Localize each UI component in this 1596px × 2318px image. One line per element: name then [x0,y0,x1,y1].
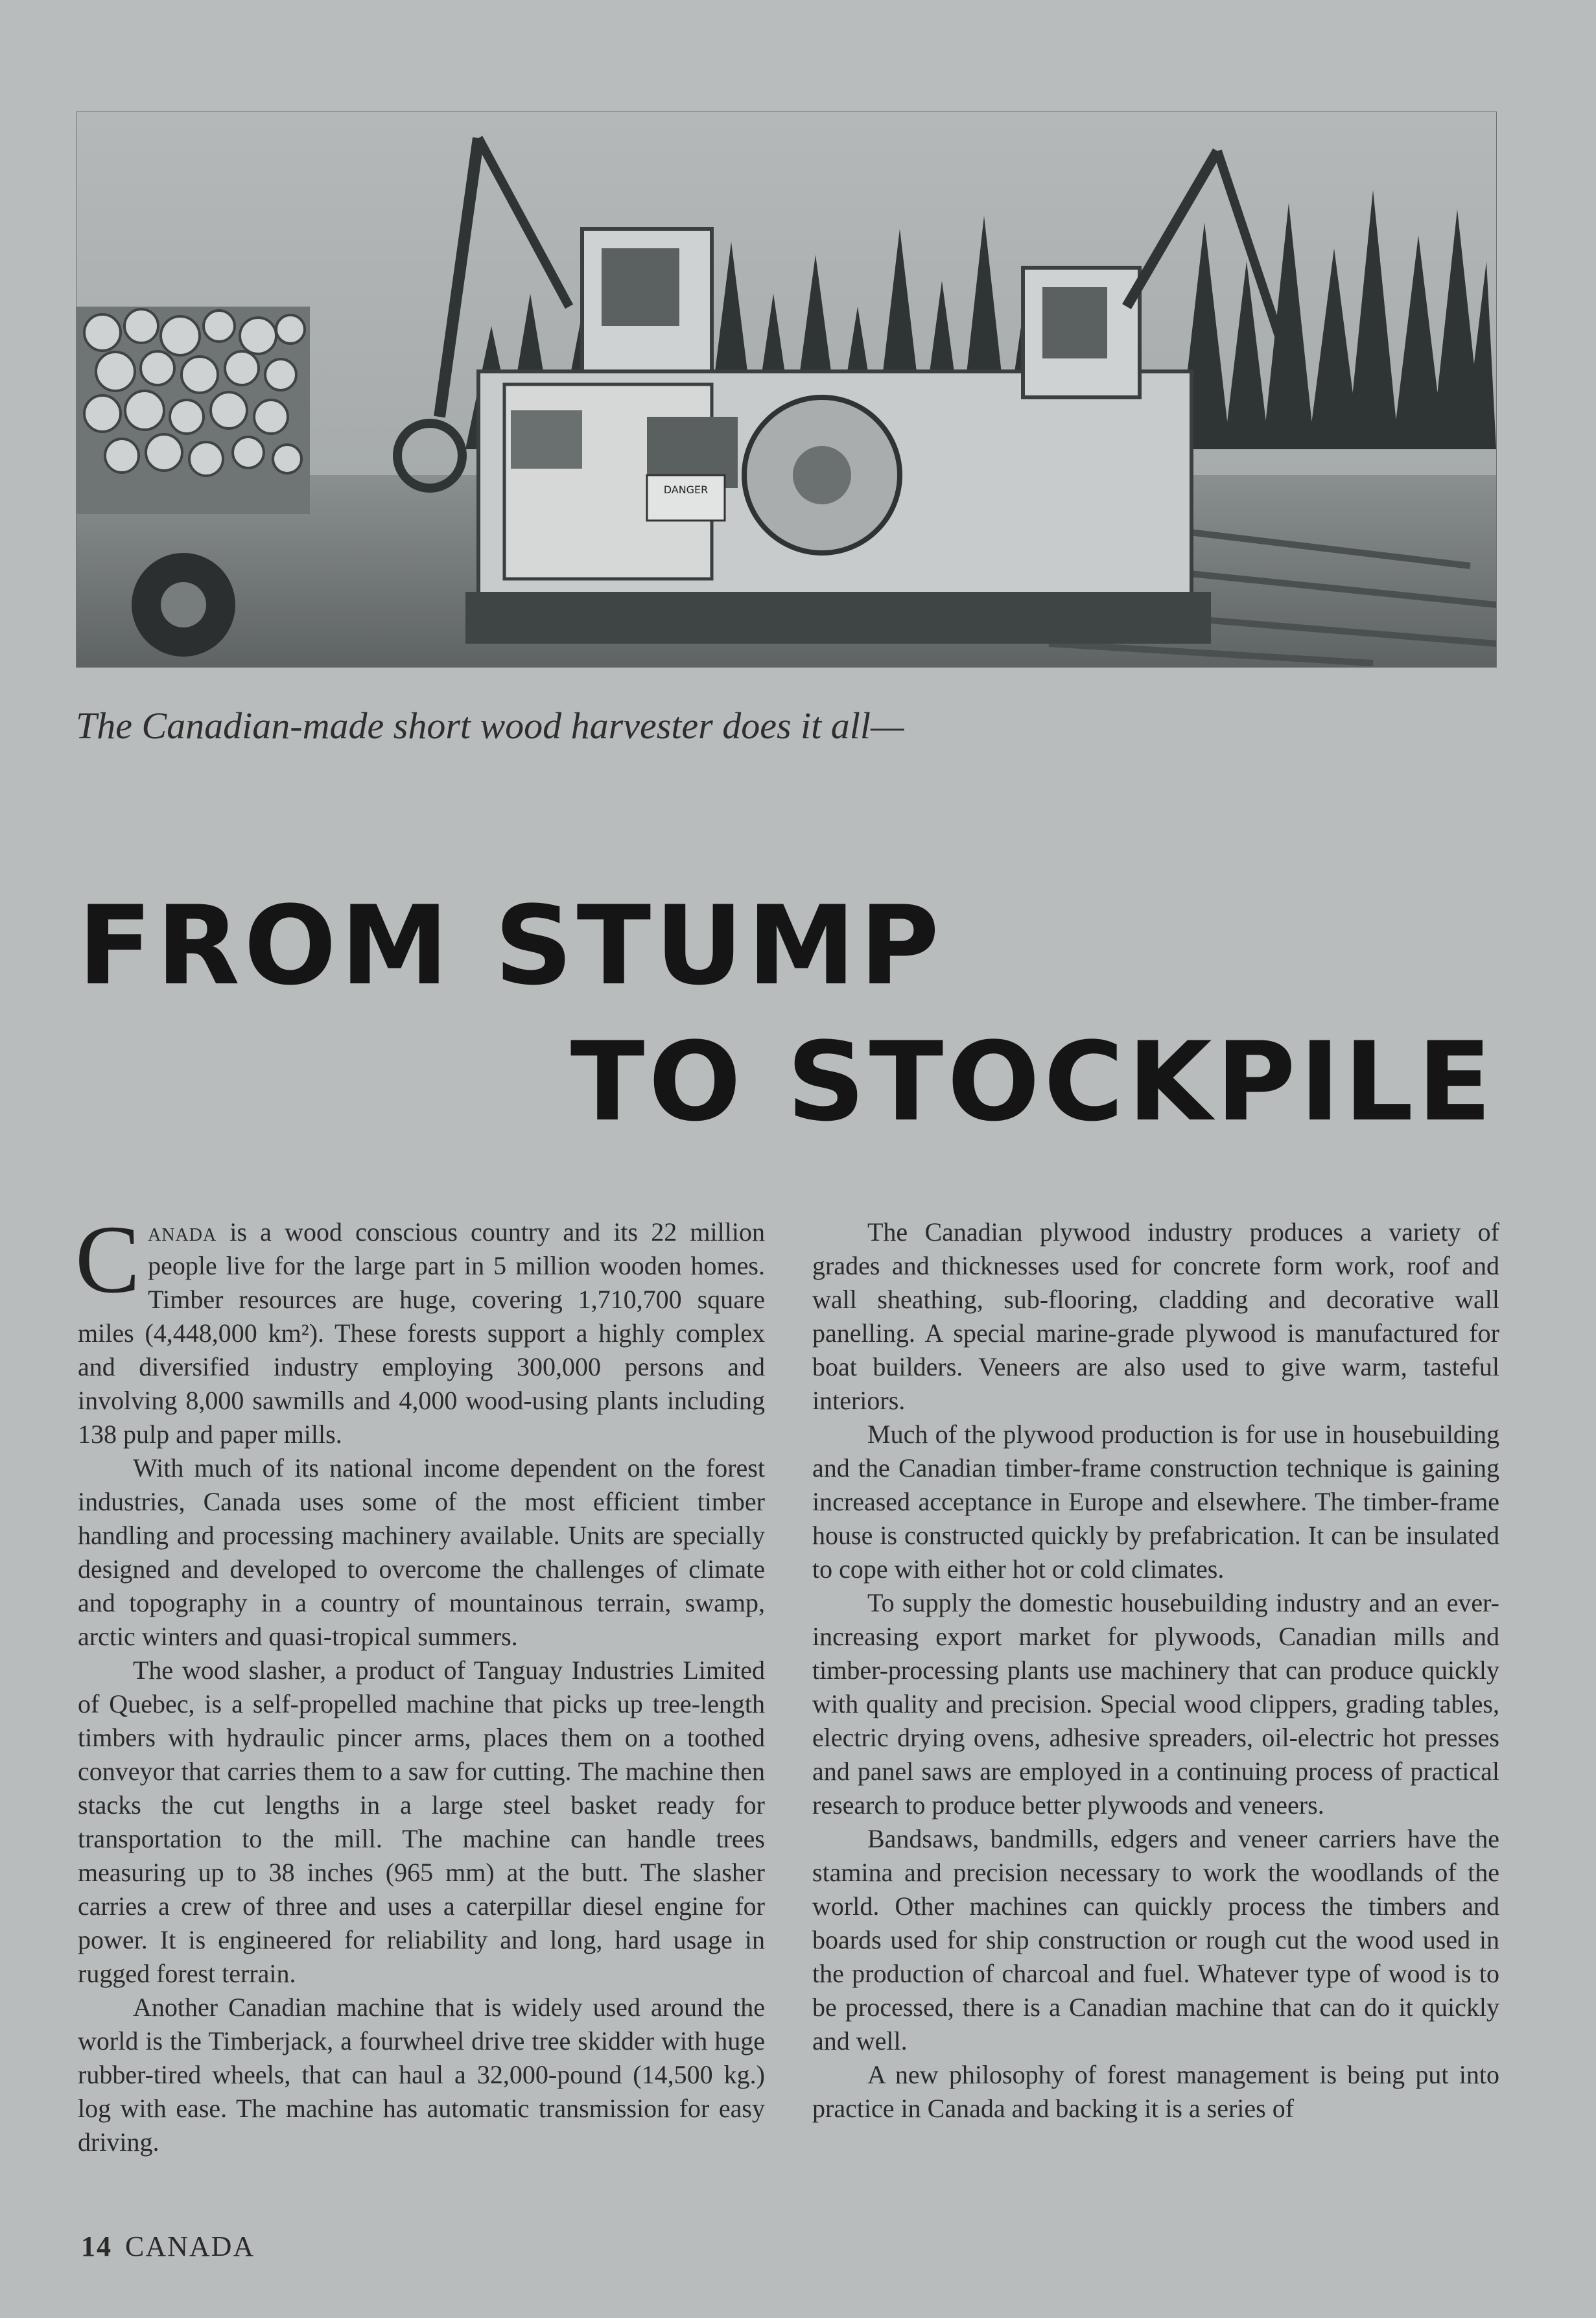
headline-line-2: TO STOCKPILE [570,1018,1496,1145]
paragraph-4: Another Canadian machine that is widely used around the world is the Timberjack, a fourwheel drive tree skidder with huge rubber-tired wheels, that can haul a 32,000-pound (14,500 kg.) log with ease. The machine has automatic transmission for easy driving. [78,1993,765,2157]
paragraph-6: Much of the plywood production is for use in housebuilding and the Canadian timber-frame construction technique is gaining increased acceptance in Europe and elsewhere. The timber-frame house is constructed quickly by prefabrication. It can be insulated to cope with either hot or cold climates. [812,1420,1499,1584]
paragraph-3: The wood slasher, a product of Tanguay Industries Limited of Quebec, is a self-propelled machine that picks up tree-length timbers with hydraulic pincer arms, places them on a toothed conveyor that carries them to a saw for cutting. The machine then stacks the cut lengths in a large steel basket ready for transportation to the mill. The machine can handle trees measuring up to 38 inches (965 mm) at the butt. The slasher carries a crew of three and uses a caterpillar diesel engine for power. It is engineered for reliability and long, hard usage in rugged forest terrain. [78,1656,765,1988]
photo-caption: The Canadian-made short wood harvester does it all— [76,705,904,747]
lead-in: anada [148,1217,217,1247]
svg-text:DANGER: DANGER [663,484,709,496]
paragraph-5: The Canadian plywood industry produces a variety of grades and thicknesses used for concrete form work, roof and wall sheathing, sub-flooring, cladding and decorative wall panelling. A special marine-grade plywood is manufactured for boat builders. Veneers are also used to give warm, tasteful interiors. [812,1217,1499,1415]
forest-machine-photo [76,111,1497,668]
drop-cap: C [75,1206,141,1313]
paragraph-2: With much of its national income dependent on the forest industries, Canada uses some of the most efficient timber handling and processing machinery available. Units are specially designed and developed to overcome the challenges of climate and topography in a country of mountainous terrain, swamp, arctic winters and quasi-tropical summers. [78,1453,765,1651]
harvester-photo-illustration [76,112,1496,667]
page-footer [81,2230,255,2263]
right-column [812,1215,1499,2125]
left-column [75,1206,765,2159]
paragraph-8: Bandsaws, bandmills, edgers and veneer carriers have the stamina and precision necessary to work the woodlands of the world. Other machines can quickly process the timbers and boards used for ship construction or rough cut the wood used in the production of charcoal and fuel. Whatever type of wood is to be processed, there is a Canadian machine that can do it quickly and well. [812,1824,1499,2055]
paragraph-9: A new philosophy of forest management is being put into practice in Canada and backing it is a series of [812,2060,1499,2123]
paragraph-1 [75,1206,765,1451]
magazine-title: CANADA [125,2230,255,2262]
paragraph-7: To supply the domestic housebuilding industry and an ever-increasing export market for plywoods, Canadian mills and timber-processing plants use machinery that can produce quickly with quality and precision. Special wood clippers, grading tables, electric drying ovens, adhesive spreaders, oil-electric hot presses and panel saws are employed in a continuing process of practical research to produce better plywoods and veneers. [812,1588,1499,1820]
headline-line-1: FROM STUMP [78,882,943,1009]
paragraph-1-text: is a wood conscious country and its 22 million people live for the large part in 5 million wooden homes. Timber resources are huge, covering 1,710,700 square miles (4,448,000 km²). These forests support a highly complex and diversified industry employing 300,000 persons and involving 8,000 sawmills and 4,000 wood-using plants including 138 pulp and paper mills. [78,1217,765,1449]
log-pile [76,307,310,514]
page-number: 14 [81,2230,112,2262]
